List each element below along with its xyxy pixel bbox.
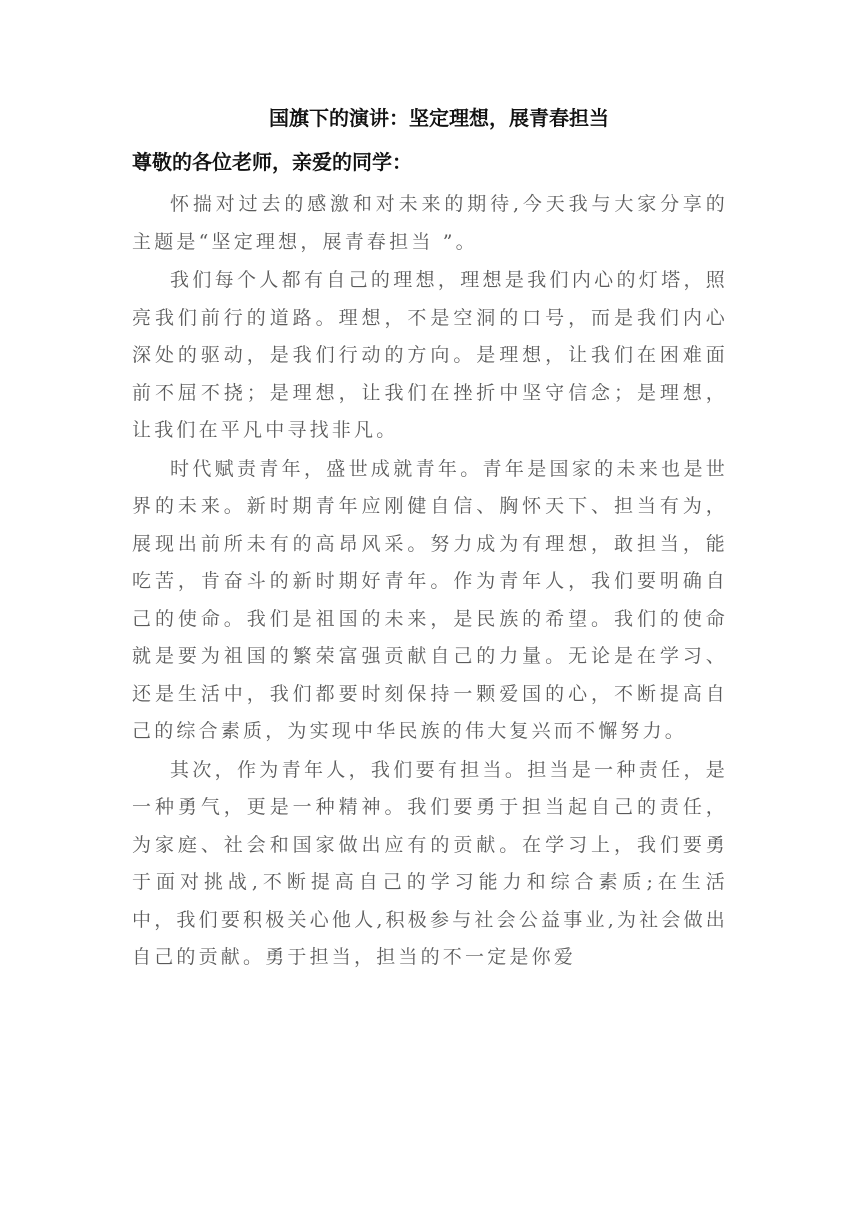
paragraph-responsibility: 其次，作为青年人，我们要有担当。担当是一种责任，是一种勇气，更是一种精神。我们要勇于担当起自己的责任，为家庭、社会和国家做出应有的贡献。在学习上，我们要勇于面对挑战,不断提高自己的学习能力和综合素质;在生活中，我们要积极关心他人,积极参与社会公益事业,为社会做出自己的贡献。勇于担当，担当的不一定是你爱	[132, 758, 728, 968]
paragraph-ideals: 我们每个人都有自己的理想，理想是我们内心的灯塔，照亮我们前行的道路。理想，不是空洞的口号，而是我们内心深处的驱动，是我们行动的方向。是理想，让我们在困难面前不屈不挠；是理想，让我们在挫折中坚守信念；是理想，让我们在平凡中寻找非凡。	[132, 269, 728, 441]
paragraph-intro: 怀揣对过去的感激和对未来的期待,今天我与大家分享的主题是“坚定理想，展青春担当 ”。	[132, 193, 728, 253]
speech-title: 国旗下的演讲：坚定理想，展青春担当	[269, 106, 609, 130]
paragraph-mission: 时代赋责青年，盛世成就青年。青年是国家的未来也是世界的未来。新时期青年应刚健自信、胸怀天下、担当有为，展现出前所未有的高昂风采。努力成为有理想，敢担当，能吃苦，肯奋斗的新时期好青年。作为青年人，我们要明确自己的使命。我们是祖国的未来，是民族的希望。我们的使命就是要为祖国的繁荣富强贡献自己的力量。无论是在学习、还是生活中，我们都要时刻保持一颗爱国的心，不断提高自己的综合素质，为实现中华民族的伟大复兴而不懈努力。	[132, 457, 728, 742]
document-page	[132, 100, 728, 977]
salutation: 尊敬的各位老师，亲爱的同学：	[132, 150, 412, 174]
